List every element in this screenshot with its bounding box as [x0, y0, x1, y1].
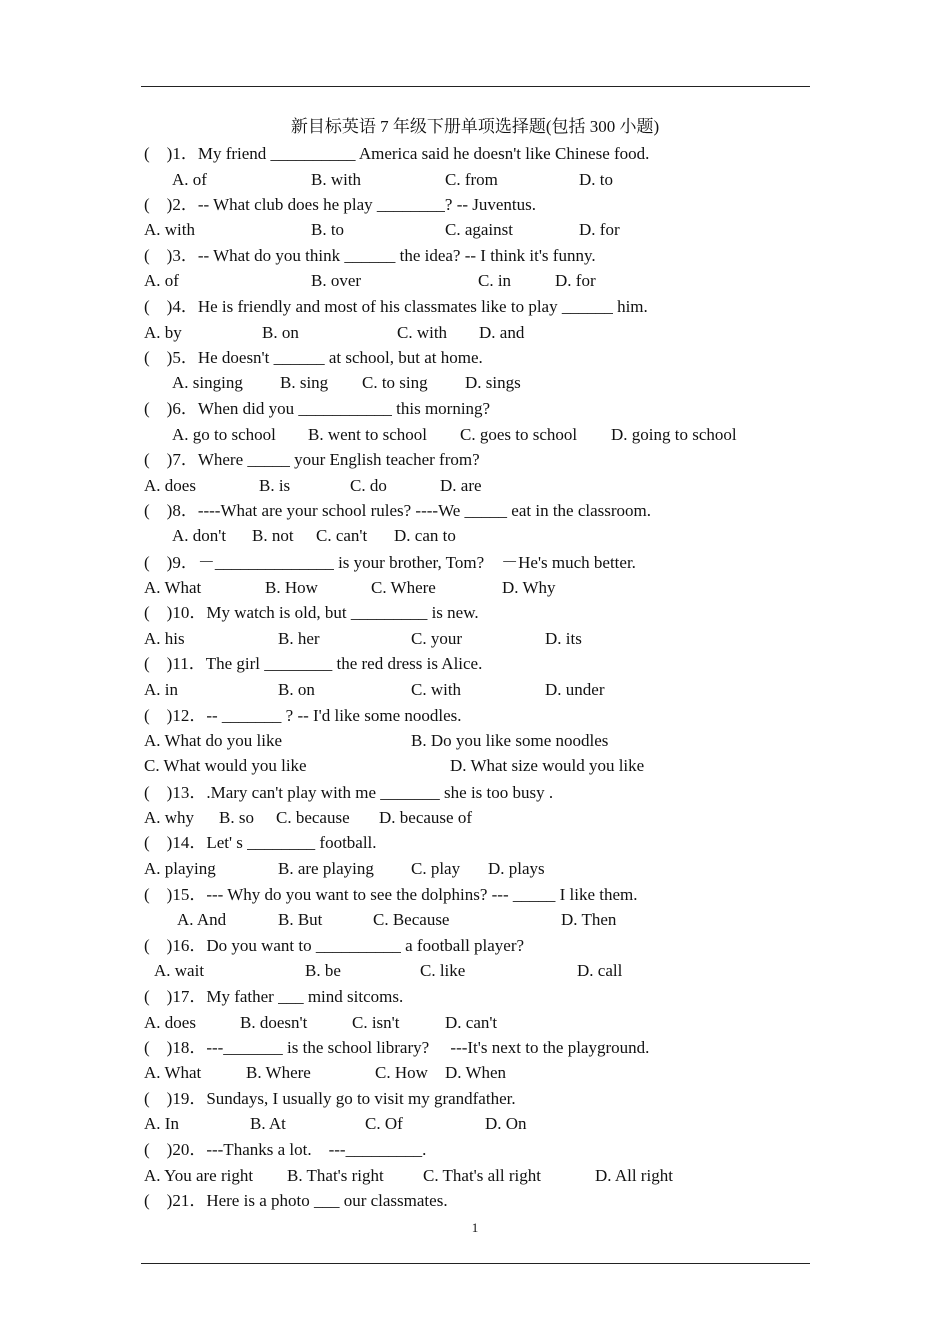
option-text: D. call — [577, 961, 623, 980]
option-text: A. does — [144, 476, 196, 495]
option-text: D. going to school — [611, 425, 737, 444]
option-text: A. wait — [154, 961, 205, 980]
option-text: D. Then — [561, 910, 617, 929]
option-text: D. can't — [445, 1013, 498, 1032]
option-text: B. on — [278, 680, 315, 699]
option-text: B. At — [250, 1114, 286, 1133]
option-text: D. and — [479, 323, 525, 342]
option-text: C. goes to school — [460, 425, 578, 444]
question-text: ( )21．Here is a photo ___ our classmates. — [144, 1191, 448, 1210]
option-text: C. like — [420, 961, 466, 980]
option-text: B. over — [311, 271, 362, 290]
option-text: A. What — [144, 1063, 202, 1082]
question-text: ( )9．－______________ is your brother, Tom? －He's much better. — [144, 553, 636, 572]
question-text: ( )6．When did you ___________ this morning? — [144, 399, 491, 418]
option-text: D. Why — [502, 578, 556, 597]
option-text: C. can't — [316, 526, 368, 545]
question-text: ( )2．-- What club does he play ________? -- Juventus. — [144, 195, 537, 214]
option-text: D. When — [445, 1063, 507, 1082]
option-text: B. went to school — [308, 425, 427, 444]
option-text: B. so — [219, 808, 254, 827]
option-text: D. are — [440, 476, 482, 495]
option-text: B. How — [265, 578, 318, 597]
question-text: ( )5．He doesn't ______ at school, but at home. — [144, 348, 483, 367]
option-text: A. his — [144, 629, 185, 648]
option-text: B. are playing — [278, 859, 374, 878]
option-text: B. be — [305, 961, 341, 980]
option-text: C. do — [350, 476, 387, 495]
question-text: ( )16．Do you want to __________ a football player? — [144, 936, 525, 955]
option-text: A. What do you like — [144, 731, 283, 750]
option-text: B. That's right — [287, 1166, 384, 1185]
option-text: A. go to school — [172, 425, 276, 444]
option-text: D. What size would you like — [450, 756, 645, 775]
question-text: ( )12．-- _______ ? -- I'd like some noodles. — [144, 706, 462, 725]
option-text: D. to — [579, 170, 613, 189]
option-text: A. why — [144, 808, 195, 827]
option-text: D. for — [555, 271, 596, 290]
option-text: D. its — [545, 629, 582, 648]
question-text: ( )1．My friend __________ America said he doesn't like Chinese food. — [144, 144, 650, 163]
option-text: A. singing — [172, 373, 243, 392]
option-text: C. with — [397, 323, 448, 342]
option-text: B. sing — [280, 373, 329, 392]
option-text: C. play — [411, 859, 461, 878]
option-text: B. her — [278, 629, 320, 648]
option-text: C. Because — [373, 910, 450, 929]
option-text: C. against — [445, 220, 513, 239]
option-text: B. doesn't — [240, 1013, 308, 1032]
option-text: A. don't — [172, 526, 227, 545]
question-text: ( )8．----What are your school rules? ----We _____ eat in the classroom. — [144, 501, 652, 520]
option-text: D. On — [485, 1114, 527, 1133]
question-text: ( )15．--- Why do you want to see the dolphins? --- _____ I like them. — [144, 885, 638, 904]
option-text: A. of — [172, 170, 207, 189]
option-text: B. Where — [246, 1063, 311, 1082]
option-text: C. What would you like — [144, 756, 307, 775]
question-text: ( )19．Sundays, I usually go to visit my grandfather. — [144, 1089, 516, 1108]
question-text: ( )13．.Mary can't play with me _______ she is too busy . — [144, 783, 554, 802]
page-number: 1 — [471, 1220, 479, 1235]
option-text: A. by — [144, 323, 182, 342]
option-text: D. sings — [465, 373, 521, 392]
option-text: D. for — [579, 220, 620, 239]
option-text: A. You are right — [144, 1166, 254, 1185]
option-text: B. Do you like some noodles — [411, 731, 609, 750]
question-text: ( )17．My father ___ mind sitcoms. — [144, 987, 404, 1006]
option-text: C. in — [478, 271, 512, 290]
question-text: ( )10．My watch is old, but _________ is new. — [144, 603, 479, 622]
option-text: B. not — [252, 526, 294, 545]
question-text: ( )20．---Thanks a lot. ---_________. — [144, 1140, 427, 1159]
option-text: B. on — [262, 323, 299, 342]
option-text: D. plays — [488, 859, 545, 878]
option-text: C. Where — [371, 578, 436, 597]
option-text: D. because of — [379, 808, 472, 827]
option-text: A. What — [144, 578, 202, 597]
option-text: B. with — [311, 170, 362, 189]
footer-rule — [141, 1263, 810, 1264]
question-text: ( )14．Let' s ________ football. — [144, 833, 377, 852]
header-rule — [141, 86, 810, 87]
option-text: D. under — [545, 680, 605, 699]
option-text: C. Of — [365, 1114, 403, 1133]
option-text: A. And — [177, 910, 227, 929]
option-text: C. How — [375, 1063, 428, 1082]
option-text: D. can to — [394, 526, 456, 545]
option-text: B. is — [259, 476, 291, 495]
option-text: A. of — [144, 271, 179, 290]
question-text: ( )4．He is friendly and most of his classmates like to play ______ him. — [144, 297, 648, 316]
option-text: A. with — [144, 220, 195, 239]
option-text: C. isn't — [352, 1013, 400, 1032]
option-text: C. That's all right — [423, 1166, 541, 1185]
option-text: C. from — [445, 170, 498, 189]
option-text: A. In — [144, 1114, 179, 1133]
option-text: C. because — [276, 808, 350, 827]
option-text: B. to — [311, 220, 345, 239]
option-text: C. your — [411, 629, 462, 648]
question-text: ( )7．Where _____ your English teacher from? — [144, 450, 480, 469]
option-text: A. in — [144, 680, 178, 699]
option-text: C. to sing — [362, 373, 428, 392]
option-text: A. does — [144, 1013, 196, 1032]
option-text: D. All right — [595, 1166, 673, 1185]
question-text: ( )3．-- What do you think ______ the idea? -- I think it's funny. — [144, 246, 596, 265]
option-text: C. with — [411, 680, 462, 699]
document-title: 新目标英语 7 年级下册单项选择题(包括 300 小题) — [290, 117, 660, 136]
option-text: A. playing — [144, 859, 216, 878]
option-text: B. But — [278, 910, 323, 929]
question-text: ( )18．---_______ is the school library? ---It's next to the playground. — [144, 1038, 650, 1057]
question-text: ( )11．The girl ________ the red dress is Alice. — [144, 654, 483, 673]
